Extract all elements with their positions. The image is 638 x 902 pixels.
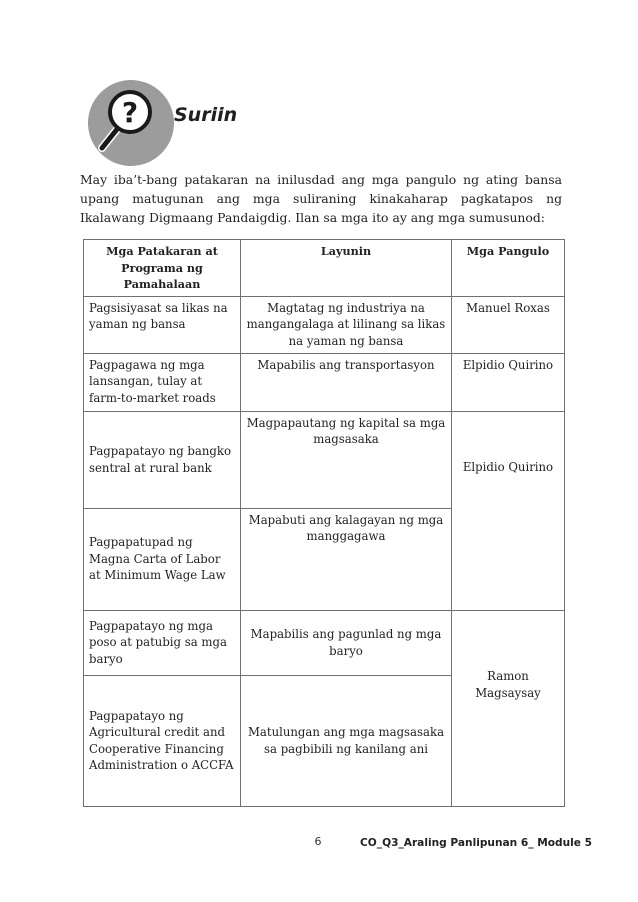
- table-row: [84, 353, 565, 411]
- policy-cell: Pagsisiyasat sa likas na yaman ng bansa: [84, 296, 241, 353]
- section-title: Suriin: [174, 104, 238, 126]
- policy-table: [83, 239, 565, 807]
- president-cell: Manuel Roxas: [452, 296, 565, 353]
- president-cell: Ramon Magsaysay: [452, 610, 565, 806]
- president-cell: Elpidio Quirino: [452, 353, 565, 411]
- goal-cell: Matulungan ang mga magsasaka sa pagbibili ng kanilang ani: [241, 675, 452, 806]
- table-row: [84, 296, 565, 353]
- policy-cell: Pagpapatayo ng bangko sentral at rural bank: [84, 411, 241, 508]
- goal-cell: Mapabilis ang pagunlad ng mga baryo: [241, 610, 452, 675]
- table-header-row: [84, 240, 565, 297]
- policy-cell: Pagpapatayo ng Agricultural credit and Cooperative Financing Administration o ACCFA: [84, 675, 241, 806]
- policy-cell: Pagpapatupad ng Magna Carta of Labor at Minimum Wage Law: [84, 508, 241, 610]
- policy-cell: Pagpapatayo ng mga poso at patubig sa mga baryo: [84, 610, 241, 675]
- header-president: Mga Pangulo: [452, 240, 565, 297]
- goal-cell: Magpapautang ng kapital sa mga magsasaka: [241, 411, 452, 508]
- intro-paragraph: May iba’t-bang patakaran na inilusdad ang mga pangulo ng ating bansa upang matugunan ang mga suliraning kinakaharap pagkatapos ng Ikalawang Digmaang Pandaigdig. Ilan sa mga ito ay ang mga sumusunod:: [80, 172, 562, 225]
- table-row: [84, 610, 565, 675]
- president-cell: Elpidio Quirino: [452, 411, 565, 610]
- goal-cell: Mapabuti ang kalagayan ng mga manggagawa: [241, 508, 452, 610]
- module-code: CO_Q3_Araling Panlipunan 6_ Module 5: [360, 837, 593, 849]
- svg-text:?: ?: [121, 96, 139, 129]
- policy-cell: Pagpagawa ng mga lansangan, tulay at farm-to-market roads: [84, 353, 241, 411]
- goal-cell: Mapabilis ang transportasyon: [241, 353, 452, 411]
- page-number: 6: [314, 835, 322, 848]
- header-policy: Mga Patakaran at Programa ng Pamahalaan: [84, 240, 241, 297]
- goal-cell: Magtatag ng industriya na mangangalaga at lilinang sa likas na yaman ng bansa: [241, 296, 452, 353]
- header-goal: Layunin: [241, 240, 452, 297]
- magnifier-question-icon: [88, 80, 174, 166]
- table-row: [84, 411, 565, 508]
- section-header: [88, 80, 388, 166]
